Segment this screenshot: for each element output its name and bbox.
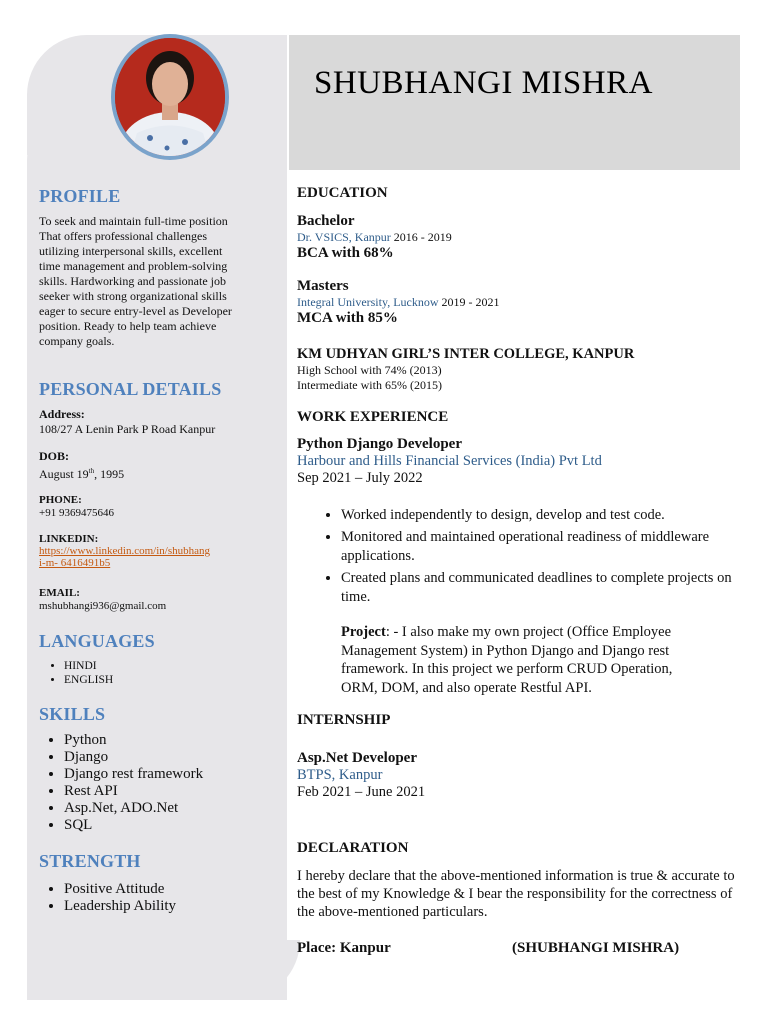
masters-details xyxy=(297,295,737,310)
language-item: • HINDI xyxy=(64,659,270,673)
internship-heading: INTERNSHIP xyxy=(297,712,391,728)
masters-years: 2019 - 2021 xyxy=(438,295,500,309)
masters-result: MCA with 85% xyxy=(297,310,398,326)
bachelor-title: Bachelor xyxy=(297,213,355,229)
work-role: Python Django Developer xyxy=(297,436,462,452)
phone-value: +91 9369475646 xyxy=(39,507,114,519)
phone-label: PHONE: xyxy=(39,494,82,506)
languages-heading: LANGUAGES xyxy=(39,631,155,651)
bachelor-institution: Dr. VSICS, Kanpur xyxy=(297,230,391,244)
email-label: EMAIL: xyxy=(39,587,80,599)
declaration-text: I hereby declare that the above-mentioned information is true & accurate to the best of my Knowledge & I bear the responsibility for the correctness of the above-mentioned particulars. xyxy=(297,868,735,920)
work-dates: Sep 2021 – July 2022 xyxy=(297,470,423,486)
strength-item: • Leadership Ability xyxy=(64,898,270,915)
linkedin-label: LINKEDIN: xyxy=(39,533,99,545)
strength-item: • Positive Attitude xyxy=(64,881,270,898)
work-bullet: • Monitored and maintained operational readiness of middleware applications. xyxy=(341,528,737,566)
strength-list xyxy=(40,881,270,915)
project-label: Project xyxy=(341,624,386,640)
internship-role: Asp.Net Developer xyxy=(297,750,417,766)
skill-item: • Python xyxy=(64,732,270,749)
skills-heading: SKILLS xyxy=(39,704,106,724)
header-banner xyxy=(289,35,740,170)
work-bullet: • Worked independently to design, develop and test code. xyxy=(341,506,737,525)
project-description xyxy=(341,623,711,697)
email-value: mshubhangi936@gmail.com xyxy=(39,600,167,612)
masters-title: Masters xyxy=(297,278,349,294)
skill-item: • Django xyxy=(64,749,270,766)
declaration-place: Place: Kanpur xyxy=(297,940,391,956)
work-bullet: • Created plans and communicated deadlines to complete projects on time. xyxy=(341,569,737,607)
masters-institution: Integral University, Lucknow xyxy=(297,295,439,309)
linkedin-link-line2[interactable]: i-m- 6416491b5 xyxy=(39,557,111,569)
language-item: • ENGLISH xyxy=(64,673,270,687)
school-line1: High School with 74% (2013) xyxy=(297,363,442,377)
personal-details-heading: PERSONAL DETAILS xyxy=(39,379,222,399)
profile-text: To seek and maintain full-time position That offers professional challenges utilizing interpersonal skills, excellent time management and problem-solving skills. Hardworking and passionate job seeker with strong organizational skills eager to secure entry-level as Developer position. Ready to help team achieve company goals. xyxy=(39,214,232,348)
address-label: Address: xyxy=(39,407,85,421)
project-text: : - I also make my own project (Office Employee Management System) in Python Django and Django rest framework. In this project we perform CRUD Operation, ORM, DOM, and also operate Restful API. xyxy=(341,624,673,696)
dob-ordinal: th xyxy=(88,467,95,475)
dob-label: DOB: xyxy=(39,449,69,463)
person-silhouette-icon xyxy=(115,38,225,156)
dob-date: August 19 xyxy=(39,467,89,481)
candidate-name: SHUBHANGI MISHRA xyxy=(314,65,653,101)
work-experience-heading: WORK EXPERIENCE xyxy=(297,409,449,425)
dob-year: , 1995 xyxy=(94,467,125,481)
dob-value xyxy=(39,464,279,482)
internship-company: BTPS, Kanpur xyxy=(297,767,383,783)
linkedin-link-line1[interactable]: https://www.linkedin.com/in/shubhang xyxy=(39,545,210,557)
address-value: 108/27 A Lenin Park P Road Kanpur xyxy=(39,422,216,436)
bachelor-details xyxy=(297,230,737,245)
sidebar-curve xyxy=(230,940,300,1000)
internship-dates: Feb 2021 – June 2021 xyxy=(297,784,426,800)
declaration-heading: DECLARATION xyxy=(297,840,409,856)
profile-heading: PROFILE xyxy=(39,186,121,206)
bachelor-years: 2016 - 2019 xyxy=(390,230,452,244)
school-line2: Intermediate with 65% (2015) xyxy=(297,378,442,392)
strength-heading: STRENGTH xyxy=(39,851,141,871)
skill-item: • Rest API xyxy=(64,783,270,800)
work-company: Harbour and Hills Financial Services (India) Pvt Ltd xyxy=(297,453,602,469)
skills-list xyxy=(40,732,270,834)
work-bullets xyxy=(297,506,737,607)
skill-item: • Django rest framework xyxy=(64,766,270,783)
skill-item: • SQL xyxy=(64,817,270,834)
school-title: KM UDHYAN GIRL’S INTER COLLEGE, KANPUR xyxy=(297,346,635,362)
languages-list xyxy=(40,659,270,687)
skill-item: • Asp.Net, ADO.Net xyxy=(64,800,270,817)
declaration-signature: (SHUBHANGI MISHRA) xyxy=(512,940,680,956)
education-heading: EDUCATION xyxy=(297,185,388,201)
profile-photo xyxy=(111,34,229,160)
bachelor-result: BCA with 68% xyxy=(297,245,394,261)
